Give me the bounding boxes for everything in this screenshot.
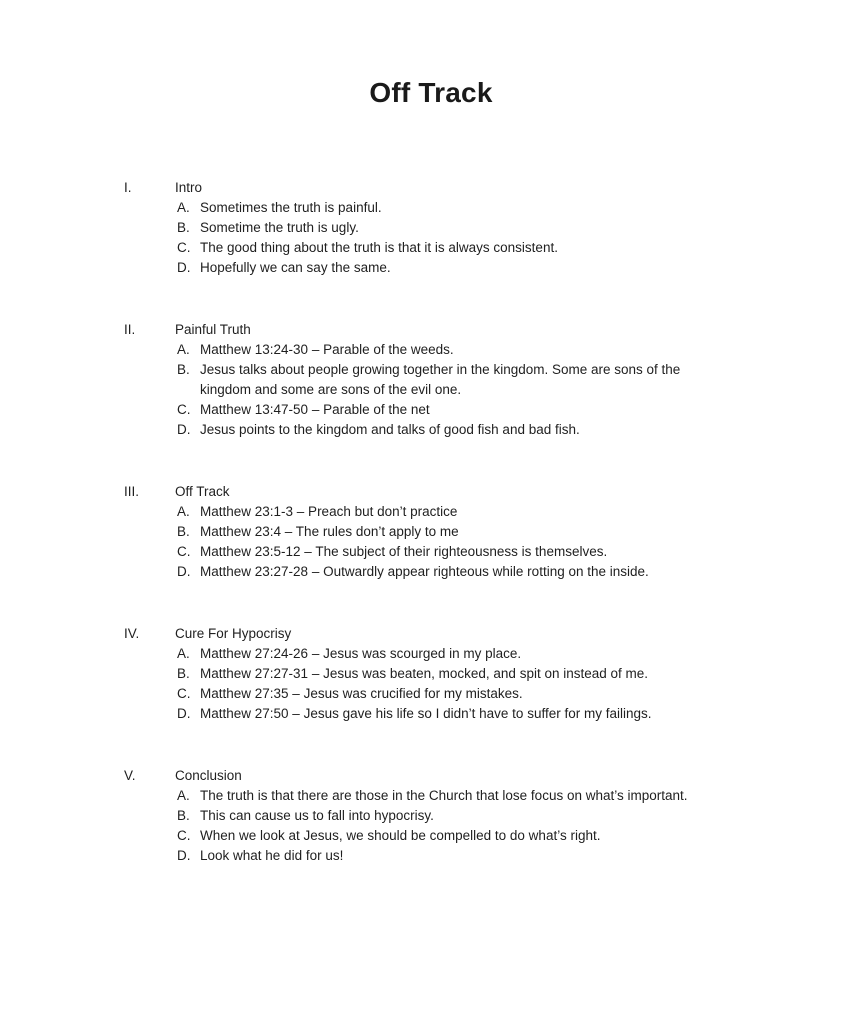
item-letter: A. <box>177 646 190 661</box>
outline-section <box>124 320 738 440</box>
item-letter: B. <box>177 524 190 539</box>
item-letter: B. <box>177 808 190 823</box>
item-text: Matthew 23:5-12 – The subject of their righteousness is themselves. <box>200 544 608 559</box>
outline-section <box>124 766 738 866</box>
outline-item <box>177 360 730 400</box>
item-text: Matthew 13:24-30 – Parable of the weeds. <box>200 342 454 357</box>
section-numeral: I. <box>124 180 132 195</box>
item-text: Matthew 27:24-26 – Jesus was scourged in my place. <box>200 646 522 661</box>
section-items <box>177 198 730 278</box>
item-letter: B. <box>177 666 190 681</box>
section-heading: Conclusion <box>175 768 242 783</box>
item-letter: B. <box>177 362 190 377</box>
section-content <box>175 178 730 278</box>
item-letter: A. <box>177 788 190 803</box>
item-text: This can cause us to fall into hypocrisy. <box>200 808 434 823</box>
outline-item <box>177 704 730 724</box>
item-letter: D. <box>177 706 191 721</box>
section-heading: Painful Truth <box>175 322 251 337</box>
item-letter: D. <box>177 422 191 437</box>
outline-section <box>124 624 738 724</box>
section-items <box>177 644 730 724</box>
section-numeral: II. <box>124 322 136 337</box>
outline-section <box>124 178 738 278</box>
section-heading: Off Track <box>175 484 230 499</box>
item-text: Matthew 23:4 – The rules don’t apply to me <box>200 524 459 539</box>
outline-item <box>177 218 730 238</box>
outline-item <box>177 684 730 704</box>
item-text: Jesus points to the kingdom and talks of good fish and bad fish. <box>200 422 580 437</box>
item-letter: C. <box>177 686 191 701</box>
outline-section <box>124 482 738 582</box>
outline-item <box>177 420 730 440</box>
section-content <box>175 482 730 582</box>
outline-item <box>177 644 730 664</box>
item-letter: A. <box>177 342 190 357</box>
item-letter: A. <box>177 200 190 215</box>
outline-item <box>177 846 730 866</box>
outline-item <box>177 542 730 562</box>
item-text: Matthew 23:27-28 – Outwardly appear righteous while rotting on the inside. <box>200 564 649 579</box>
section-items <box>177 786 730 866</box>
item-text: The truth is that there are those in the Church that lose focus on what’s important. <box>200 788 688 803</box>
outline-item <box>177 502 730 522</box>
section-numeral: V. <box>124 768 136 783</box>
item-text: Matthew 23:1-3 – Preach but don’t practice <box>200 504 458 519</box>
section-items <box>177 340 730 440</box>
section-heading: Intro <box>175 180 203 195</box>
item-letter: D. <box>177 564 191 579</box>
outline-item <box>177 400 730 420</box>
item-text: Sometimes the truth is painful. <box>200 200 382 215</box>
item-text: Matthew 27:35 – Jesus was crucified for my mistakes. <box>200 686 523 701</box>
outline-item <box>177 826 730 846</box>
section-content <box>175 766 730 866</box>
item-letter: C. <box>177 402 191 417</box>
section-content <box>175 320 730 440</box>
item-text: Matthew 27:50 – Jesus gave his life so I didn’t have to suffer for my failings. <box>200 706 652 721</box>
section-items <box>177 502 730 582</box>
item-text: The good thing about the truth is that it is always consistent. <box>200 240 558 255</box>
item-letter: D. <box>177 260 191 275</box>
outline-item <box>177 562 730 582</box>
item-letter: C. <box>177 544 191 559</box>
section-heading: Cure For Hypocrisy <box>175 626 292 641</box>
item-text: Sometime the truth is ugly. <box>200 220 359 235</box>
outline-item <box>177 522 730 542</box>
section-content <box>175 624 730 724</box>
outline-item <box>177 258 730 278</box>
section-numeral: IV. <box>124 626 140 641</box>
item-letter: C. <box>177 240 191 255</box>
item-letter: A. <box>177 504 190 519</box>
item-letter: D. <box>177 848 191 863</box>
outline-item <box>177 340 730 360</box>
item-text: When we look at Jesus, we should be compelled to do what’s right. <box>200 828 601 843</box>
outline-item <box>177 786 730 806</box>
item-text: Look what he did for us! <box>200 848 344 863</box>
item-text: Matthew 13:47-50 – Parable of the net <box>200 402 430 417</box>
item-letter: B. <box>177 220 190 235</box>
item-text: Hopefully we can say the same. <box>200 260 391 275</box>
outline-item <box>177 664 730 684</box>
outline-item <box>177 806 730 826</box>
outline-item <box>177 198 730 218</box>
item-text: Jesus talks about people growing together in the kingdom. Some are sons of the kingdom and some are sons of the evil one. <box>200 362 681 397</box>
outline-item <box>177 238 730 258</box>
document-title: Off Track <box>369 77 493 108</box>
item-text: Matthew 27:27-31 – Jesus was beaten, mocked, and spit on instead of me. <box>200 666 649 681</box>
section-numeral: III. <box>124 484 140 499</box>
outline <box>124 178 738 866</box>
item-letter: C. <box>177 828 191 843</box>
